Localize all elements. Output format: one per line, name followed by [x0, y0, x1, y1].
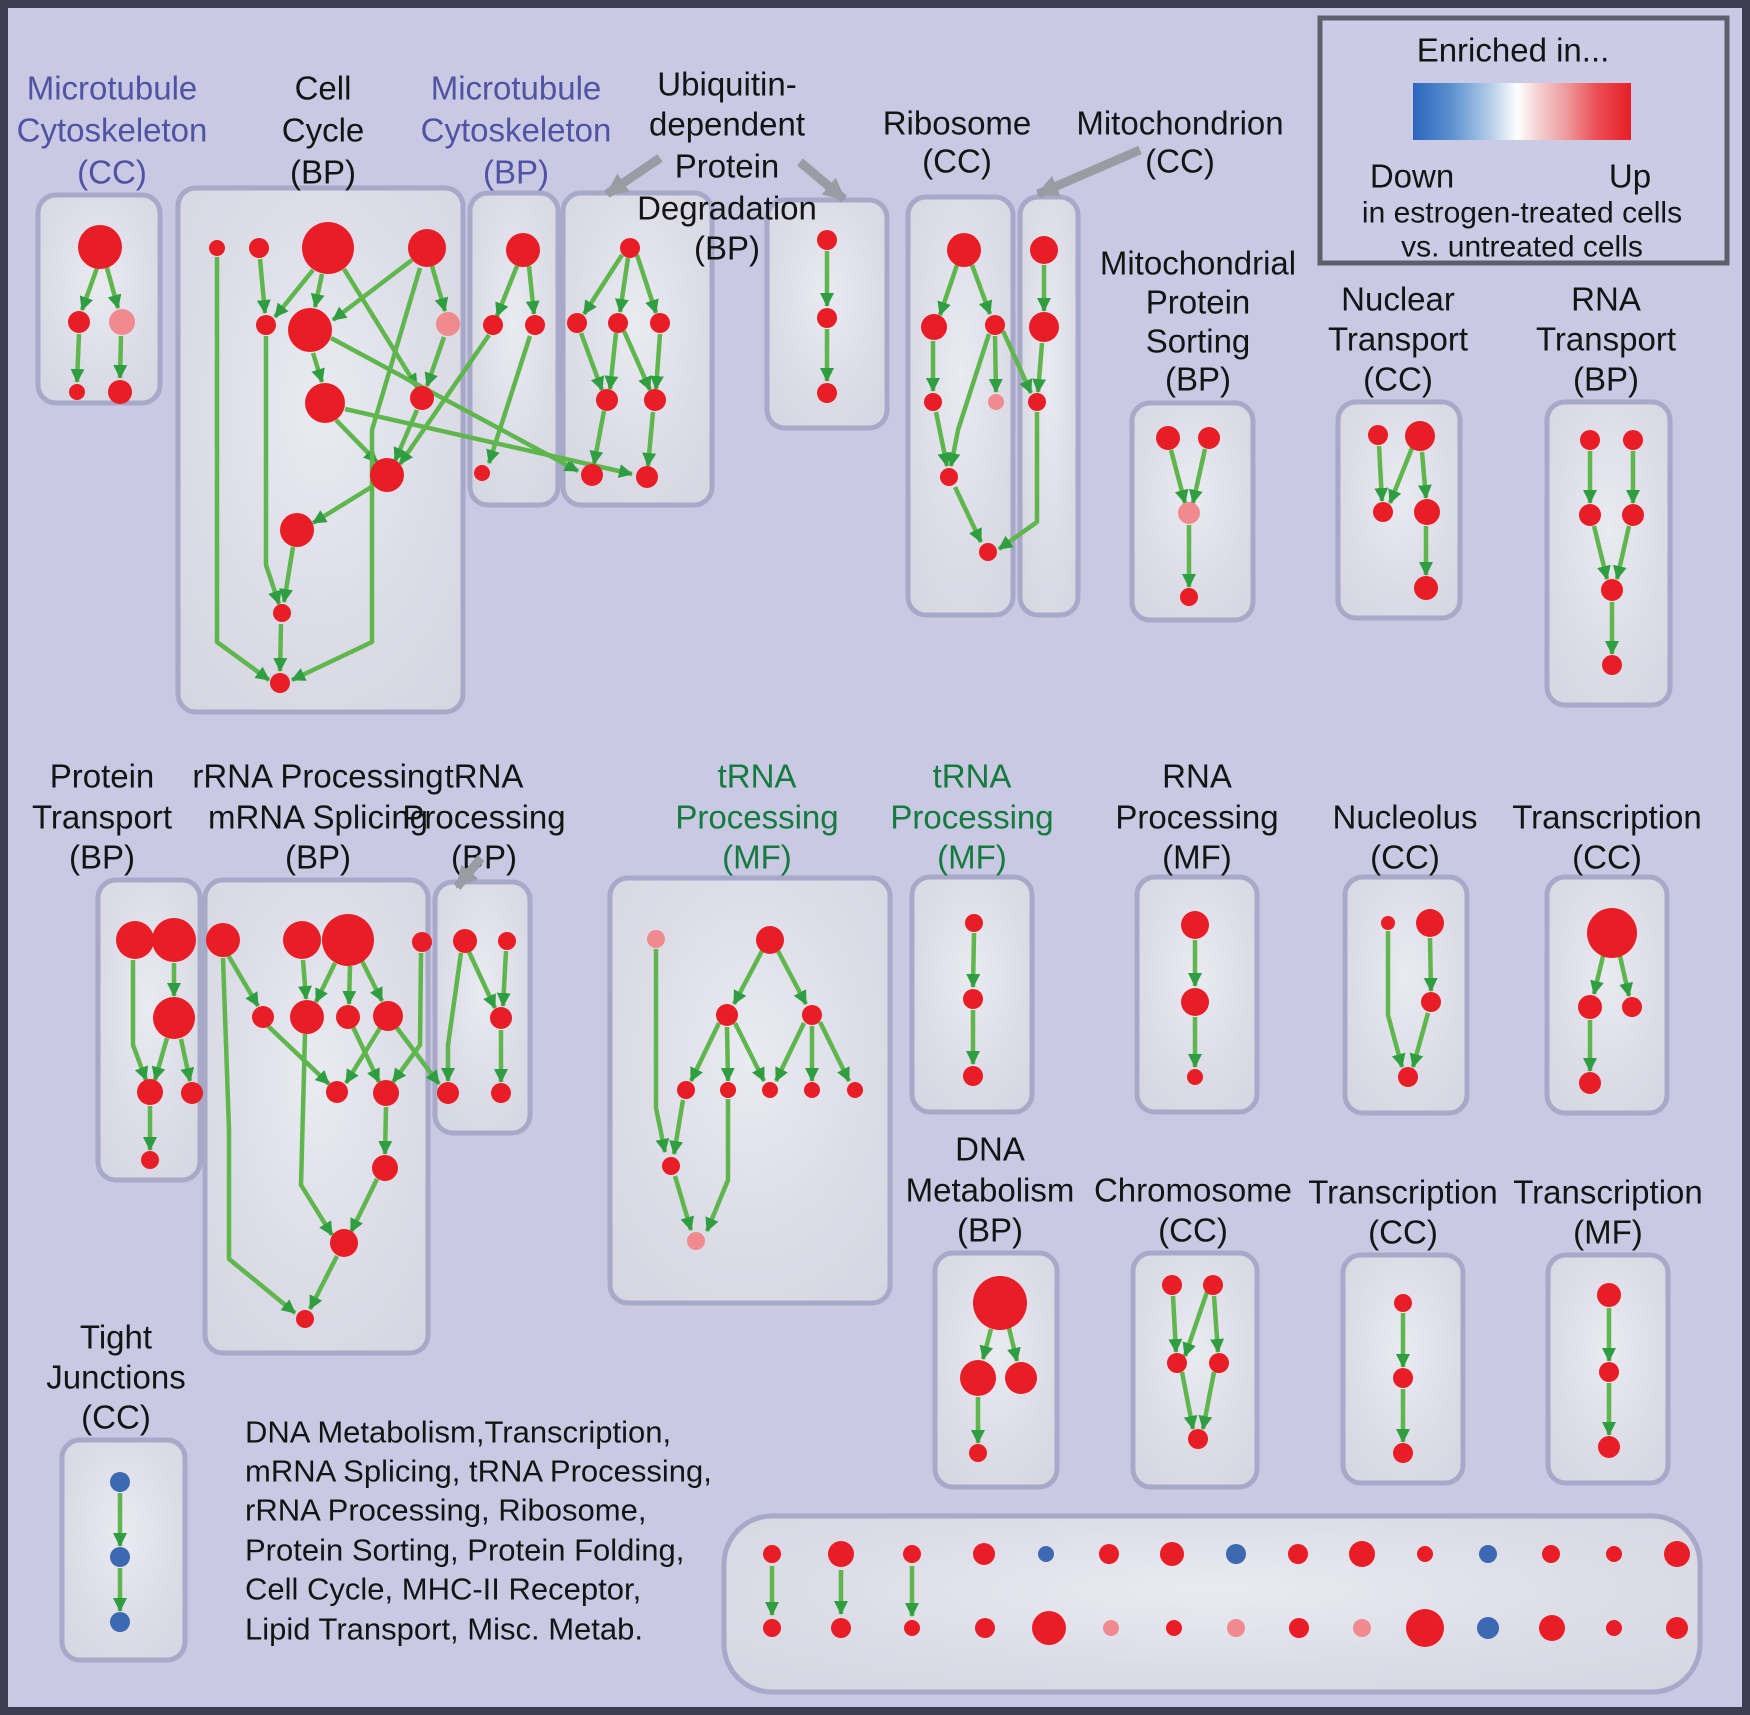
- group-label-ubiquitin-dependent-protein-degradation-bp-line2: Protein: [674, 147, 780, 185]
- group-label-transcription-cc-lower-line1: (CC): [1368, 1213, 1438, 1251]
- go-term-node-rrna-processing-mrna-splicing-bp-8: [326, 1081, 348, 1103]
- group-label-mitochondrial-protein-sorting-bp-line1: Protein: [1145, 283, 1251, 321]
- go-term-node-strip-top-0: [973, 1543, 995, 1565]
- go-term-node-nucleolus-cc-1: [1416, 909, 1444, 937]
- go-term-node-trna-processing-mf-small-2: [963, 1066, 983, 1086]
- go-term-node-nuclear-transport-cc-1: [1405, 421, 1435, 451]
- edge-arrow-rrna-processing-mrna-splicing-bp-11: [385, 1107, 386, 1154]
- go-term-node-microtubule-cytoskeleton-bp-3: [474, 465, 490, 481]
- group-label-protein-transport-bp-line0: Protein: [49, 757, 155, 795]
- go-term-node-ribosome-cc-0: [947, 233, 981, 267]
- go-term-node-rrna-processing-mrna-splicing-bp-4: [252, 1006, 274, 1028]
- group-label-ribosome-cc-line0: Ribosome: [882, 104, 1032, 142]
- group-label-rna-processing-mf-line0: RNA: [1162, 757, 1232, 795]
- go-term-node-chromosome-cc-3: [1209, 1353, 1229, 1373]
- go-term-node-tight-junctions-cc-0: [110, 1472, 130, 1492]
- go-term-node-transcription-cc-lower-0: [1394, 1294, 1412, 1312]
- edge-arrow-nuclear-transport-cc-0: [1379, 446, 1382, 501]
- go-term-node-strip-pairtop-2: [903, 1545, 921, 1563]
- group-label-rna-transport-bp-line0: RNA: [1571, 280, 1641, 318]
- group-label-microtubule-cytoskeleton-cc-line0: Microtubule: [26, 69, 198, 107]
- group-label-ubiquitin-dependent-protein-degradation-bp-line4: (BP): [694, 229, 760, 267]
- go-term-node-ubiquitin-dependent-protein-degradation-bp-4: [596, 389, 618, 411]
- group-label-nucleolus-cc-line1: (CC): [1370, 838, 1440, 876]
- legend-down-label: Down: [1369, 157, 1455, 195]
- edge-arrow-trna-processing-mf-large-3: [727, 1027, 728, 1081]
- go-term-node-trna-processing-bp-3: [437, 1082, 459, 1104]
- annotation-line-0: DNA Metabolism,Transcription,: [245, 1414, 672, 1450]
- go-term-node-strip-top-1: [1038, 1546, 1054, 1562]
- annotation-line-5: Lipid Transport, Misc. Metab.: [245, 1611, 643, 1647]
- go-term-node-rrna-processing-mrna-splicing-bp-12: [296, 1310, 314, 1328]
- go-term-node-strip-pairbottom-1: [831, 1618, 851, 1638]
- group-label-nuclear-transport-cc-line2: (CC): [1363, 360, 1433, 398]
- go-term-node-cell-cycle-bp-10: [280, 513, 314, 547]
- go-term-node-microtubule-cytoskeleton-cc-3: [69, 384, 85, 400]
- group-label-transcription-mf-line1: (MF): [1573, 1213, 1643, 1251]
- legend-title: Enriched in...: [1416, 31, 1610, 69]
- edge-arrow-cell-cycle-bp-15: [280, 624, 281, 671]
- go-term-node-rrna-processing-mrna-splicing-bp-6: [336, 1005, 360, 1029]
- group-label-microtubule-cytoskeleton-bp-line2: (BP): [483, 153, 549, 191]
- group-label-ubiquitin-dependent-protein-degradation-bp-line3: Degradation: [637, 189, 817, 227]
- legend-gradient-bar: [1413, 83, 1631, 140]
- go-term-node-cell-cycle-bp-11: [273, 604, 291, 622]
- go-term-node-chromosome-cc-2: [1167, 1353, 1187, 1373]
- group-label-tight-junctions-cc-line0: Tight: [79, 1318, 153, 1356]
- go-term-node-strip-bottom-8: [1477, 1617, 1499, 1639]
- go-term-node-protein-transport-bp-0: [116, 921, 154, 959]
- go-term-node-cell-cycle-bp-0: [209, 240, 225, 256]
- go-term-node-trna-processing-mf-large-7: [804, 1082, 820, 1098]
- go-term-node-strip-top-3: [1160, 1542, 1184, 1566]
- go-term-node-transcription-cc-upper-3: [1579, 1072, 1601, 1094]
- go-term-node-ribosome-cc-5: [940, 468, 958, 486]
- group-label-nuclear-transport-cc-line1: Transport: [1328, 320, 1468, 358]
- go-term-node-protein-transport-bp-2: [153, 997, 195, 1039]
- go-term-node-rrna-processing-mrna-splicing-bp-1: [283, 921, 321, 959]
- go-term-node-nucleolus-cc-3: [1398, 1067, 1418, 1087]
- go-term-node-rna-transport-bp-1: [1623, 430, 1643, 450]
- group-label-mitochondrion-cc-line1: (CC): [1145, 142, 1215, 180]
- go-term-node-rrna-processing-mrna-splicing-bp-2: [322, 914, 374, 966]
- group-box-chromosome-cc: [1133, 1253, 1257, 1487]
- edge-arrow-microtubule-cytoskeleton-cc-2: [77, 334, 79, 382]
- go-term-node-mitochondrion-cc-1: [1029, 312, 1059, 342]
- go-term-node-rna-processing-mf-2: [1187, 1069, 1203, 1085]
- go-term-node-ribosome-cc-6: [979, 543, 997, 561]
- annotation-line-1: mRNA Splicing, tRNA Processing,: [245, 1453, 712, 1489]
- go-term-node-rrna-processing-mrna-splicing-bp-5: [290, 1000, 324, 1034]
- go-term-node-trna-processing-mf-large-1: [756, 926, 784, 954]
- go-term-node-cell-cycle-bp-6: [436, 312, 460, 336]
- go-term-node-strip-bottom-7: [1406, 1609, 1444, 1647]
- go-term-node-ubiquitin-dependent-protein-degradation-bp-7: [636, 466, 658, 488]
- go-term-node-ubiquitin-dependent-protein-degradation-bp-1: [567, 313, 587, 333]
- edge-arrow-trna-processing-bp-1: [503, 951, 506, 1006]
- group-label-ubiquitin-dependent-protein-degradation-bp-line1: dependent: [649, 105, 805, 143]
- go-term-node-mitochondrion-cc-2: [1028, 393, 1046, 411]
- go-term-node-ubiquitin-dependent-protein-degradation-bp-0: [620, 238, 640, 258]
- group-label-cell-cycle-bp-line2: (BP): [290, 153, 356, 191]
- group-label-microtubule-cytoskeleton-bp-line1: Cytoskeleton: [420, 111, 612, 149]
- go-term-node-nuclear-transport-cc-3: [1414, 499, 1440, 525]
- go-term-node-strip-bottom-9: [1539, 1615, 1565, 1641]
- group-label-rrna-processing-mrna-splicing-bp-line0: rRNA Processing: [192, 757, 444, 795]
- go-term-node-microtubule-cytoskeleton-cc-0: [78, 225, 122, 269]
- group-label-nuclear-transport-cc-line0: Nuclear: [1341, 280, 1455, 318]
- go-term-node-trna-processing-mf-large-3: [802, 1005, 822, 1025]
- group-label-rrna-processing-mrna-splicing-bp-line2: (BP): [285, 838, 351, 876]
- group-label-mitochondrial-protein-sorting-bp-line2: Sorting: [1145, 322, 1251, 360]
- go-term-node-cell-cycle-bp-8: [410, 386, 434, 410]
- go-term-node-mitochondrial-protein-sorting-bp-0: [1156, 426, 1180, 450]
- edge-arrow-trna-processing-mf-small-0: [973, 933, 974, 987]
- go-term-node-strip-bottom-11: [1666, 1617, 1688, 1639]
- go-term-node-ubiquitin-dependent-protein-degradation-bp-5: [644, 389, 666, 411]
- group-label-chromosome-cc-line0: Chromosome: [1093, 1171, 1293, 1209]
- edge-arrow-chromosome-cc-0: [1173, 1296, 1176, 1352]
- group-label-chromosome-cc-line1: (CC): [1158, 1211, 1228, 1249]
- go-term-node-microtubule-cytoskeleton-cc-2: [109, 309, 135, 335]
- go-term-node-strip-bottom-10: [1606, 1620, 1622, 1636]
- go-term-node-protein-transport-bp-5: [141, 1151, 159, 1169]
- go-term-node-trna-processing-bp-2: [490, 1007, 512, 1029]
- group-label-nucleolus-cc-line0: Nucleolus: [1332, 798, 1478, 836]
- go-term-node-nuclear-transport-cc-4: [1414, 576, 1438, 600]
- go-term-node-strip-bottom-3: [1166, 1620, 1182, 1636]
- go-term-node-strip-top-5: [1288, 1544, 1308, 1564]
- go-term-node-rna-transport-bp-0: [1580, 430, 1600, 450]
- legend-subtitle-1: in estrogen-treated cells: [1361, 196, 1683, 230]
- go-term-node-microtubule-cytoskeleton-bp-1: [483, 315, 503, 335]
- group-label-mitochondrion-cc-line0: Mitochondrion: [1076, 104, 1284, 142]
- group-label-dna-metabolism-bp-line1: Metabolism: [905, 1171, 1075, 1209]
- go-term-node-nuclear-transport-cc-0: [1368, 425, 1388, 445]
- go-term-node-cell-cycle-bp-2: [302, 222, 354, 274]
- go-term-node-cell-cycle-bp-1: [249, 238, 269, 258]
- go-term-node-strip-pairtop-1: [828, 1541, 854, 1567]
- go-term-node-microtubule-cytoskeleton-bp-0: [506, 233, 540, 267]
- legend-subtitle-2: vs. untreated cells: [1401, 230, 1643, 264]
- go-term-node-ubiquitin-dependent-protein-degradation-bp-2: [608, 313, 628, 333]
- group-label-protein-transport-bp-line1: Transport: [32, 798, 172, 836]
- go-term-node-strip-top-8: [1479, 1545, 1497, 1563]
- go-term-node-strip-pairbottom-0: [763, 1619, 781, 1637]
- go-term-node-strip-bottom-2: [1103, 1620, 1119, 1636]
- go-term-node-rrna-processing-mrna-splicing-bp-0: [206, 923, 240, 957]
- go-term-node-mitochondrion-cc-0: [1030, 236, 1058, 264]
- go-term-node-mitochondrial-protein-sorting-bp-1: [1198, 427, 1220, 449]
- edge-arrow-rrna-processing-mrna-splicing-bp-1: [303, 960, 306, 999]
- group-label-trna-processing-bp-line1: Processing: [402, 798, 566, 836]
- group-label-transcription-cc-upper-line1: (CC): [1572, 838, 1642, 876]
- group-label-rna-processing-mf-line1: Processing: [1115, 798, 1279, 836]
- go-term-node-ubiquitin-degradation-box2-1: [817, 308, 837, 328]
- go-term-node-nucleolus-cc-0: [1381, 916, 1395, 930]
- go-term-node-chromosome-cc-4: [1188, 1429, 1208, 1449]
- group-label-rna-transport-bp-line1: Transport: [1536, 320, 1676, 358]
- group-label-microtubule-cytoskeleton-bp-line0: Microtubule: [430, 69, 602, 107]
- group-label-transcription-mf-line0: Transcription: [1513, 1173, 1703, 1211]
- group-label-transcription-cc-upper-line0: Transcription: [1512, 798, 1702, 836]
- go-term-node-rna-transport-bp-5: [1602, 655, 1622, 675]
- group-label-trna-processing-mf-small-line1: Processing: [890, 798, 1054, 836]
- go-term-node-ubiquitin-dependent-protein-degradation-bp-6: [581, 464, 603, 486]
- group-label-dna-metabolism-bp-line0: DNA: [955, 1130, 1025, 1168]
- go-term-node-protein-transport-bp-1: [152, 918, 196, 962]
- go-term-node-trna-processing-bp-0: [453, 929, 477, 953]
- annotation-line-3: Protein Sorting, Protein Folding,: [245, 1532, 685, 1568]
- go-term-node-trna-processing-mf-large-8: [847, 1082, 863, 1098]
- group-box-nuclear-transport-cc: [1338, 402, 1460, 618]
- go-term-node-strip-top-11: [1664, 1541, 1690, 1567]
- go-term-node-dna-metabolism-bp-3: [969, 1444, 987, 1462]
- group-label-mitochondrial-protein-sorting-bp-line3: (BP): [1165, 360, 1231, 398]
- edge-arrow-microtubule-cytoskeleton-cc-3: [120, 336, 121, 378]
- go-term-node-trna-processing-mf-small-0: [965, 914, 983, 932]
- group-label-trna-processing-mf-large-line0: tRNA: [717, 757, 797, 795]
- go-term-node-trna-processing-mf-large-9: [662, 1157, 680, 1175]
- go-term-node-cell-cycle-bp-4: [256, 315, 276, 335]
- edge-arrow-ribosome-cc-3: [995, 336, 996, 392]
- group-label-trna-processing-mf-large-line2: (MF): [722, 838, 792, 876]
- go-term-node-cell-cycle-bp-12: [270, 673, 290, 693]
- go-term-node-cell-cycle-bp-5: [288, 308, 332, 352]
- group-label-trna-processing-mf-large-line1: Processing: [675, 798, 839, 836]
- go-term-node-microtubule-cytoskeleton-bp-2: [525, 315, 545, 335]
- go-term-node-rna-transport-bp-4: [1601, 579, 1623, 601]
- group-label-ubiquitin-dependent-protein-degradation-bp-line0: Ubiquitin-: [657, 65, 797, 103]
- go-term-node-strip-top-7: [1417, 1546, 1433, 1562]
- go-term-node-cell-cycle-bp-9: [370, 458, 404, 492]
- go-term-node-ubiquitin-degradation-box2-2: [817, 383, 837, 403]
- go-term-node-strip-top-2: [1099, 1544, 1119, 1564]
- go-term-node-trna-processing-mf-large-6: [762, 1082, 778, 1098]
- go-term-node-nucleolus-cc-2: [1421, 992, 1441, 1012]
- group-label-trna-processing-mf-small-line2: (MF): [937, 838, 1007, 876]
- group-label-rrna-processing-mrna-splicing-bp-line1: mRNA Splicing: [207, 798, 429, 836]
- go-term-node-strip-pairtop-0: [763, 1545, 781, 1563]
- go-term-node-transcription-cc-upper-0: [1587, 908, 1637, 958]
- group-label-protein-transport-bp-line2: (BP): [69, 838, 135, 876]
- annotation-line-4: Cell Cycle, MHC-II Receptor,: [245, 1571, 642, 1607]
- go-term-node-dna-metabolism-bp-2: [1005, 1362, 1037, 1394]
- group-label-cell-cycle-bp-line1: Cycle: [281, 111, 365, 149]
- go-term-node-dna-metabolism-bp-1: [960, 1360, 996, 1396]
- group-label-transcription-cc-lower-line0: Transcription: [1308, 1173, 1498, 1211]
- go-term-node-rna-transport-bp-2: [1579, 504, 1601, 526]
- go-term-node-trna-processing-mf-large-10: [687, 1232, 705, 1250]
- go-term-node-trna-processing-mf-large-5: [720, 1082, 736, 1098]
- go-term-node-cell-cycle-bp-7: [305, 383, 345, 423]
- go-term-node-rrna-processing-mrna-splicing-bp-9: [373, 1080, 399, 1106]
- go-term-node-strip-bottom-5: [1289, 1618, 1309, 1638]
- go-term-node-trna-processing-mf-large-0: [647, 930, 665, 948]
- go-term-node-rrna-processing-mrna-splicing-bp-3: [412, 932, 432, 952]
- go-term-node-trna-processing-bp-4: [491, 1083, 511, 1103]
- legend-up-label: Up: [1608, 157, 1652, 195]
- go-term-node-trna-processing-mf-large-2: [716, 1004, 738, 1026]
- go-term-node-tight-junctions-cc-2: [110, 1612, 130, 1632]
- go-term-node-ribosome-cc-3: [924, 393, 942, 411]
- go-term-node-transcription-cc-upper-2: [1622, 997, 1642, 1017]
- go-term-node-dna-metabolism-bp-0: [973, 1276, 1027, 1330]
- group-label-microtubule-cytoskeleton-cc-line1: Cytoskeleton: [16, 111, 208, 149]
- go-term-node-rna-transport-bp-3: [1622, 504, 1644, 526]
- go-term-node-chromosome-cc-1: [1203, 1275, 1223, 1295]
- go-term-node-strip-bottom-1: [1032, 1611, 1066, 1645]
- go-term-node-protein-transport-bp-4: [181, 1082, 203, 1104]
- go-term-node-ribosome-cc-4: [988, 394, 1004, 410]
- group-label-rna-transport-bp-line2: (BP): [1573, 360, 1639, 398]
- group-label-trna-processing-mf-small-line0: tRNA: [932, 757, 1012, 795]
- go-term-node-ribosome-cc-1: [921, 314, 947, 340]
- go-term-node-transcription-cc-upper-1: [1578, 995, 1602, 1019]
- go-term-node-rna-processing-mf-0: [1181, 911, 1209, 939]
- go-term-node-trna-processing-mf-large-4: [677, 1081, 695, 1099]
- go-term-node-transcription-mf-2: [1598, 1436, 1620, 1458]
- go-term-node-chromosome-cc-0: [1162, 1275, 1182, 1295]
- group-label-rna-processing-mf-line2: (MF): [1162, 838, 1232, 876]
- go-term-node-strip-bottom-6: [1353, 1619, 1371, 1637]
- go-term-node-ubiquitin-dependent-protein-degradation-bp-3: [650, 313, 670, 333]
- go-term-node-strip-top-10: [1606, 1546, 1622, 1562]
- go-term-node-strip-top-6: [1349, 1541, 1375, 1567]
- go-term-node-trna-processing-mf-small-1: [963, 989, 983, 1009]
- go-term-node-mitochondrial-protein-sorting-bp-2: [1178, 502, 1200, 524]
- edge-arrow-nucleolus-cc-1: [1430, 938, 1431, 991]
- group-label-microtubule-cytoskeleton-cc-line2: (CC): [77, 153, 147, 191]
- go-term-node-strip-pairbottom-2: [904, 1620, 920, 1636]
- go-term-node-transcription-mf-1: [1599, 1362, 1619, 1382]
- go-term-node-nuclear-transport-cc-2: [1373, 502, 1393, 522]
- go-term-node-ubiquitin-degradation-box2-0: [817, 230, 837, 250]
- group-label-dna-metabolism-bp-line2: (BP): [957, 1211, 1023, 1249]
- edge-arrow-rrna-processing-mrna-splicing-bp-3: [349, 966, 350, 1004]
- go-term-node-strip-top-4: [1226, 1544, 1246, 1564]
- go-term-node-tight-junctions-cc-1: [110, 1547, 130, 1567]
- go-term-node-rrna-processing-mrna-splicing-bp-10: [372, 1155, 398, 1181]
- go-term-node-ribosome-cc-2: [985, 315, 1005, 335]
- group-label-tight-junctions-cc-line2: (CC): [81, 1398, 151, 1436]
- go-term-node-strip-bottom-0: [975, 1618, 995, 1638]
- group-label-trna-processing-bp-line2: (BP): [451, 838, 517, 876]
- go-term-node-cell-cycle-bp-3: [408, 229, 446, 267]
- group-label-cell-cycle-bp-line0: Cell: [294, 69, 352, 107]
- go-term-node-transcription-mf-0: [1597, 1283, 1621, 1307]
- go-term-node-rrna-processing-mrna-splicing-bp-11: [330, 1229, 358, 1257]
- group-label-mitochondrial-protein-sorting-bp-line0: Mitochondrial: [1099, 244, 1297, 282]
- go-term-node-rna-processing-mf-1: [1181, 988, 1209, 1016]
- go-term-node-transcription-cc-lower-1: [1393, 1368, 1413, 1388]
- legend: [1320, 18, 1727, 264]
- go-term-node-microtubule-cytoskeleton-cc-1: [68, 311, 90, 333]
- annotation-line-2: rRNA Processing, Ribosome,: [245, 1492, 647, 1528]
- go-term-node-microtubule-cytoskeleton-cc-4: [108, 380, 132, 404]
- group-label-trna-processing-bp-line0: tRNA: [444, 757, 524, 795]
- go-term-node-rrna-processing-mrna-splicing-bp-7: [373, 1001, 403, 1031]
- group-label-tight-junctions-cc-line1: Junctions: [46, 1358, 186, 1396]
- go-term-node-mitochondrial-protein-sorting-bp-3: [1180, 588, 1198, 606]
- group-box-misc-strip: [724, 1516, 1700, 1692]
- go-term-node-strip-top-9: [1542, 1545, 1560, 1563]
- go-term-node-trna-processing-bp-1: [498, 932, 516, 950]
- go-term-node-transcription-cc-lower-2: [1393, 1443, 1413, 1463]
- group-label-ribosome-cc-line1: (CC): [922, 142, 992, 180]
- go-term-node-strip-bottom-4: [1227, 1619, 1245, 1637]
- go-term-node-protein-transport-bp-3: [137, 1079, 163, 1105]
